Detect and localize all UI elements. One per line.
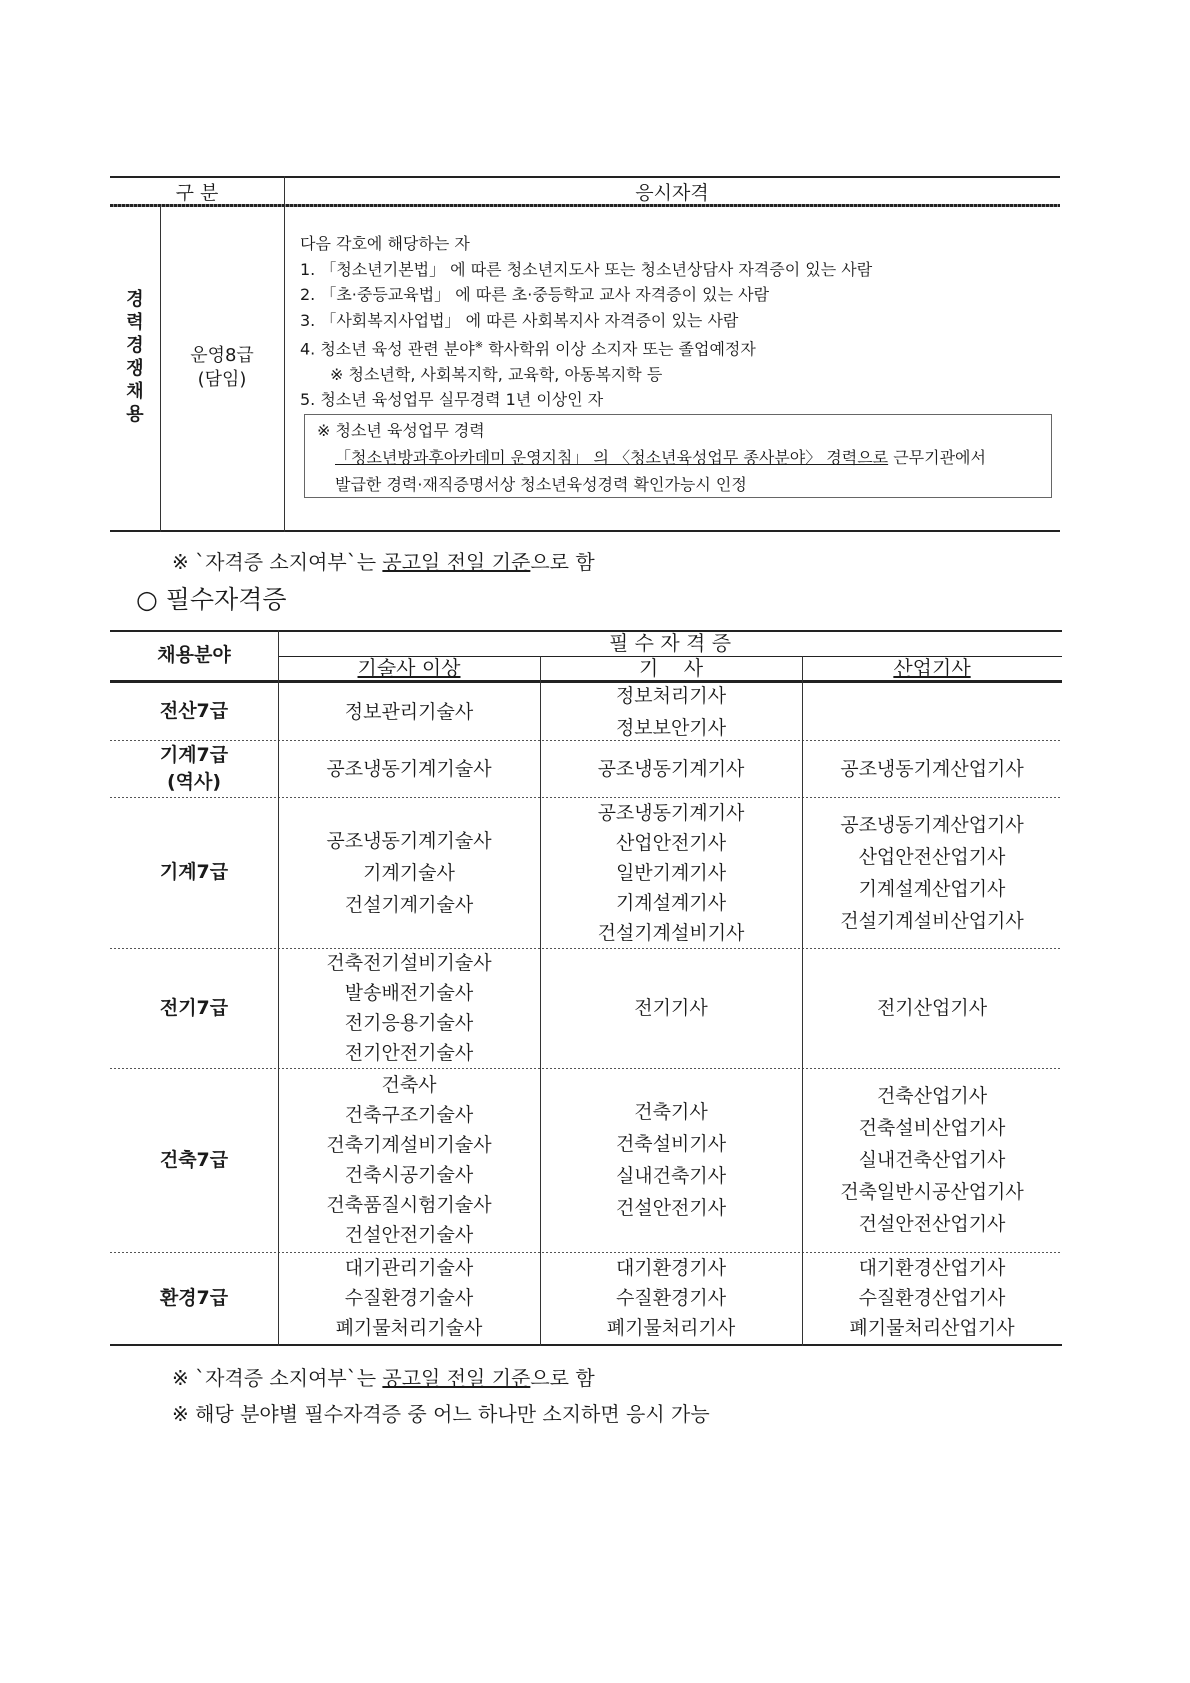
note-title: ※ 청소년 육성업무 경력	[317, 421, 485, 440]
table-cell-sanup: 공조냉동기계산업기사	[840, 757, 1024, 780]
header-sanup: 산업기사	[893, 656, 971, 680]
table-row-field: 전산7급	[159, 700, 229, 722]
grade-label: 운영8급 (담임)	[190, 345, 254, 390]
table-cell-sanup: 건축산업기사 건축설비산업기사 실내건축산업기사 건축일반시공산업기사 건설안전산업기사	[840, 1085, 1024, 1235]
table-row-field: 기계7급	[159, 861, 229, 883]
note-line: 「청소년방과후아카데미 운영지침」 의 〈청소년육성업무 종사분야〉 경력으로 근무기관에서	[335, 448, 986, 467]
eligibility-table	[110, 176, 1060, 532]
quals-intro: 다음 각호에 해당하는 자	[300, 234, 470, 253]
header-division: 구 분	[175, 182, 219, 204]
qual-item: 4. 청소년 육성 관련 분야※ 학사학위 이상 소지자 또는 졸업예정자	[300, 339, 756, 359]
qual-item: 1. 「청소년기본법」 에 따른 청소년지도사 또는 청소년상담사 자격증이 있는 사람	[300, 259, 873, 279]
qual-item: 3. 「사회복지사업법」 에 따른 사회복지사 자격증이 있는 사람	[300, 310, 739, 330]
table-cell-gisa: 대기환경기사 수질환경기사 폐기물처리기사	[606, 1257, 736, 1339]
table-cell-gisulsa: 건축전기설비기술사 발송배전기술사 전기응용기술사 전기안전기술사	[326, 952, 492, 1064]
table-bottom-rule	[110, 1344, 1062, 1346]
table-bottom-rule	[110, 530, 1060, 532]
header-required-certs: 필 수 자 격 증	[608, 631, 732, 655]
table-cell-gisulsa: 대기관리기술사 수질환경기술사 폐기물처리기술사	[335, 1257, 483, 1339]
table-cell-gisa: 전기기사	[634, 997, 708, 1019]
table-cell-gisulsa: 공조냉동기계기술사	[326, 757, 492, 780]
header-eligibility: 응시자격	[635, 182, 709, 204]
table-cell-gisulsa: 정보관리기술사	[344, 700, 474, 723]
header-gisa: 기 사	[638, 656, 704, 680]
qual-item: 5. 청소년 육성업무 실무경력 1년 이상인 자	[300, 390, 604, 410]
header-gisulsa: 기술사 이상	[357, 656, 461, 680]
table-row-field: 건축7급	[159, 1148, 229, 1171]
qual-subnote: ※ 청소년학, 사회복지학, 교육학, 아동복지학 등	[330, 364, 663, 384]
col-divider	[284, 176, 285, 532]
table-cell-gisulsa: 공조냉동기계기술사 기계기술사 건설기계기술사	[326, 829, 492, 916]
table-cell-gisa: 공조냉동기계기사	[597, 757, 745, 780]
table-cell-sanup: 전기산업기사	[876, 997, 988, 1019]
category-career-competitive: 경 력 경 쟁 채 용	[126, 289, 144, 425]
qual-item: 2. 「초·중등교육법」 에 따른 초·중등학교 교사 자격증이 있는 사람	[300, 285, 770, 304]
table-row-field: 기계7급 (역사)	[159, 743, 229, 793]
table-row-field: 환경7급	[159, 1286, 229, 1309]
table-cell-sanup	[802, 683, 1062, 740]
career-note-box	[304, 414, 1052, 498]
table-cell-gisa: 정보처리기사 정보보안기사	[615, 684, 727, 739]
section-title: ○ 필수자격증	[136, 585, 287, 614]
table-cell-gisa: 공조냉동기계기사 산업안전기사 일반기계기사 기계설계기사 건설기계설비기사	[597, 801, 745, 944]
header-field: 채용분야	[157, 643, 231, 666]
qualification-list	[300, 231, 872, 413]
note-certificate-basis: ※ `자격증 소지여부`는 공고일 전일 기준으로 함	[172, 550, 595, 574]
table-cell-gisulsa: 건축사 건축구조기술사 건축기계설비기술사 건축시공기술사 건축품질시험기술사 건설안전기술사	[326, 1074, 492, 1246]
table-cell-gisa: 건축기사 건축설비기사 실내건축기사 건설안전기사	[615, 1101, 727, 1219]
note-any-one-certificate: ※ 해당 분야별 필수자격증 중 어느 하나만 소지하면 응시 가능	[172, 1402, 710, 1426]
table-cell-sanup: 공조냉동기계산업기사 산업안전산업기사 기계설계산업기사 건설기계설비산업기사	[840, 813, 1024, 932]
note-certificate-basis: ※ `자격증 소지여부`는 공고일 전일 기준으로 함	[172, 1366, 595, 1390]
required-certificates-table	[110, 630, 1062, 1346]
note-line: 발급한 경력·재직증명서상 청소년육성경력 확인가능시 인정	[335, 475, 747, 494]
table-row-field: 전기7급	[159, 996, 229, 1019]
table-cell-sanup: 대기환경산업기사 수질환경산업기사 폐기물처리산업기사	[849, 1257, 1015, 1339]
